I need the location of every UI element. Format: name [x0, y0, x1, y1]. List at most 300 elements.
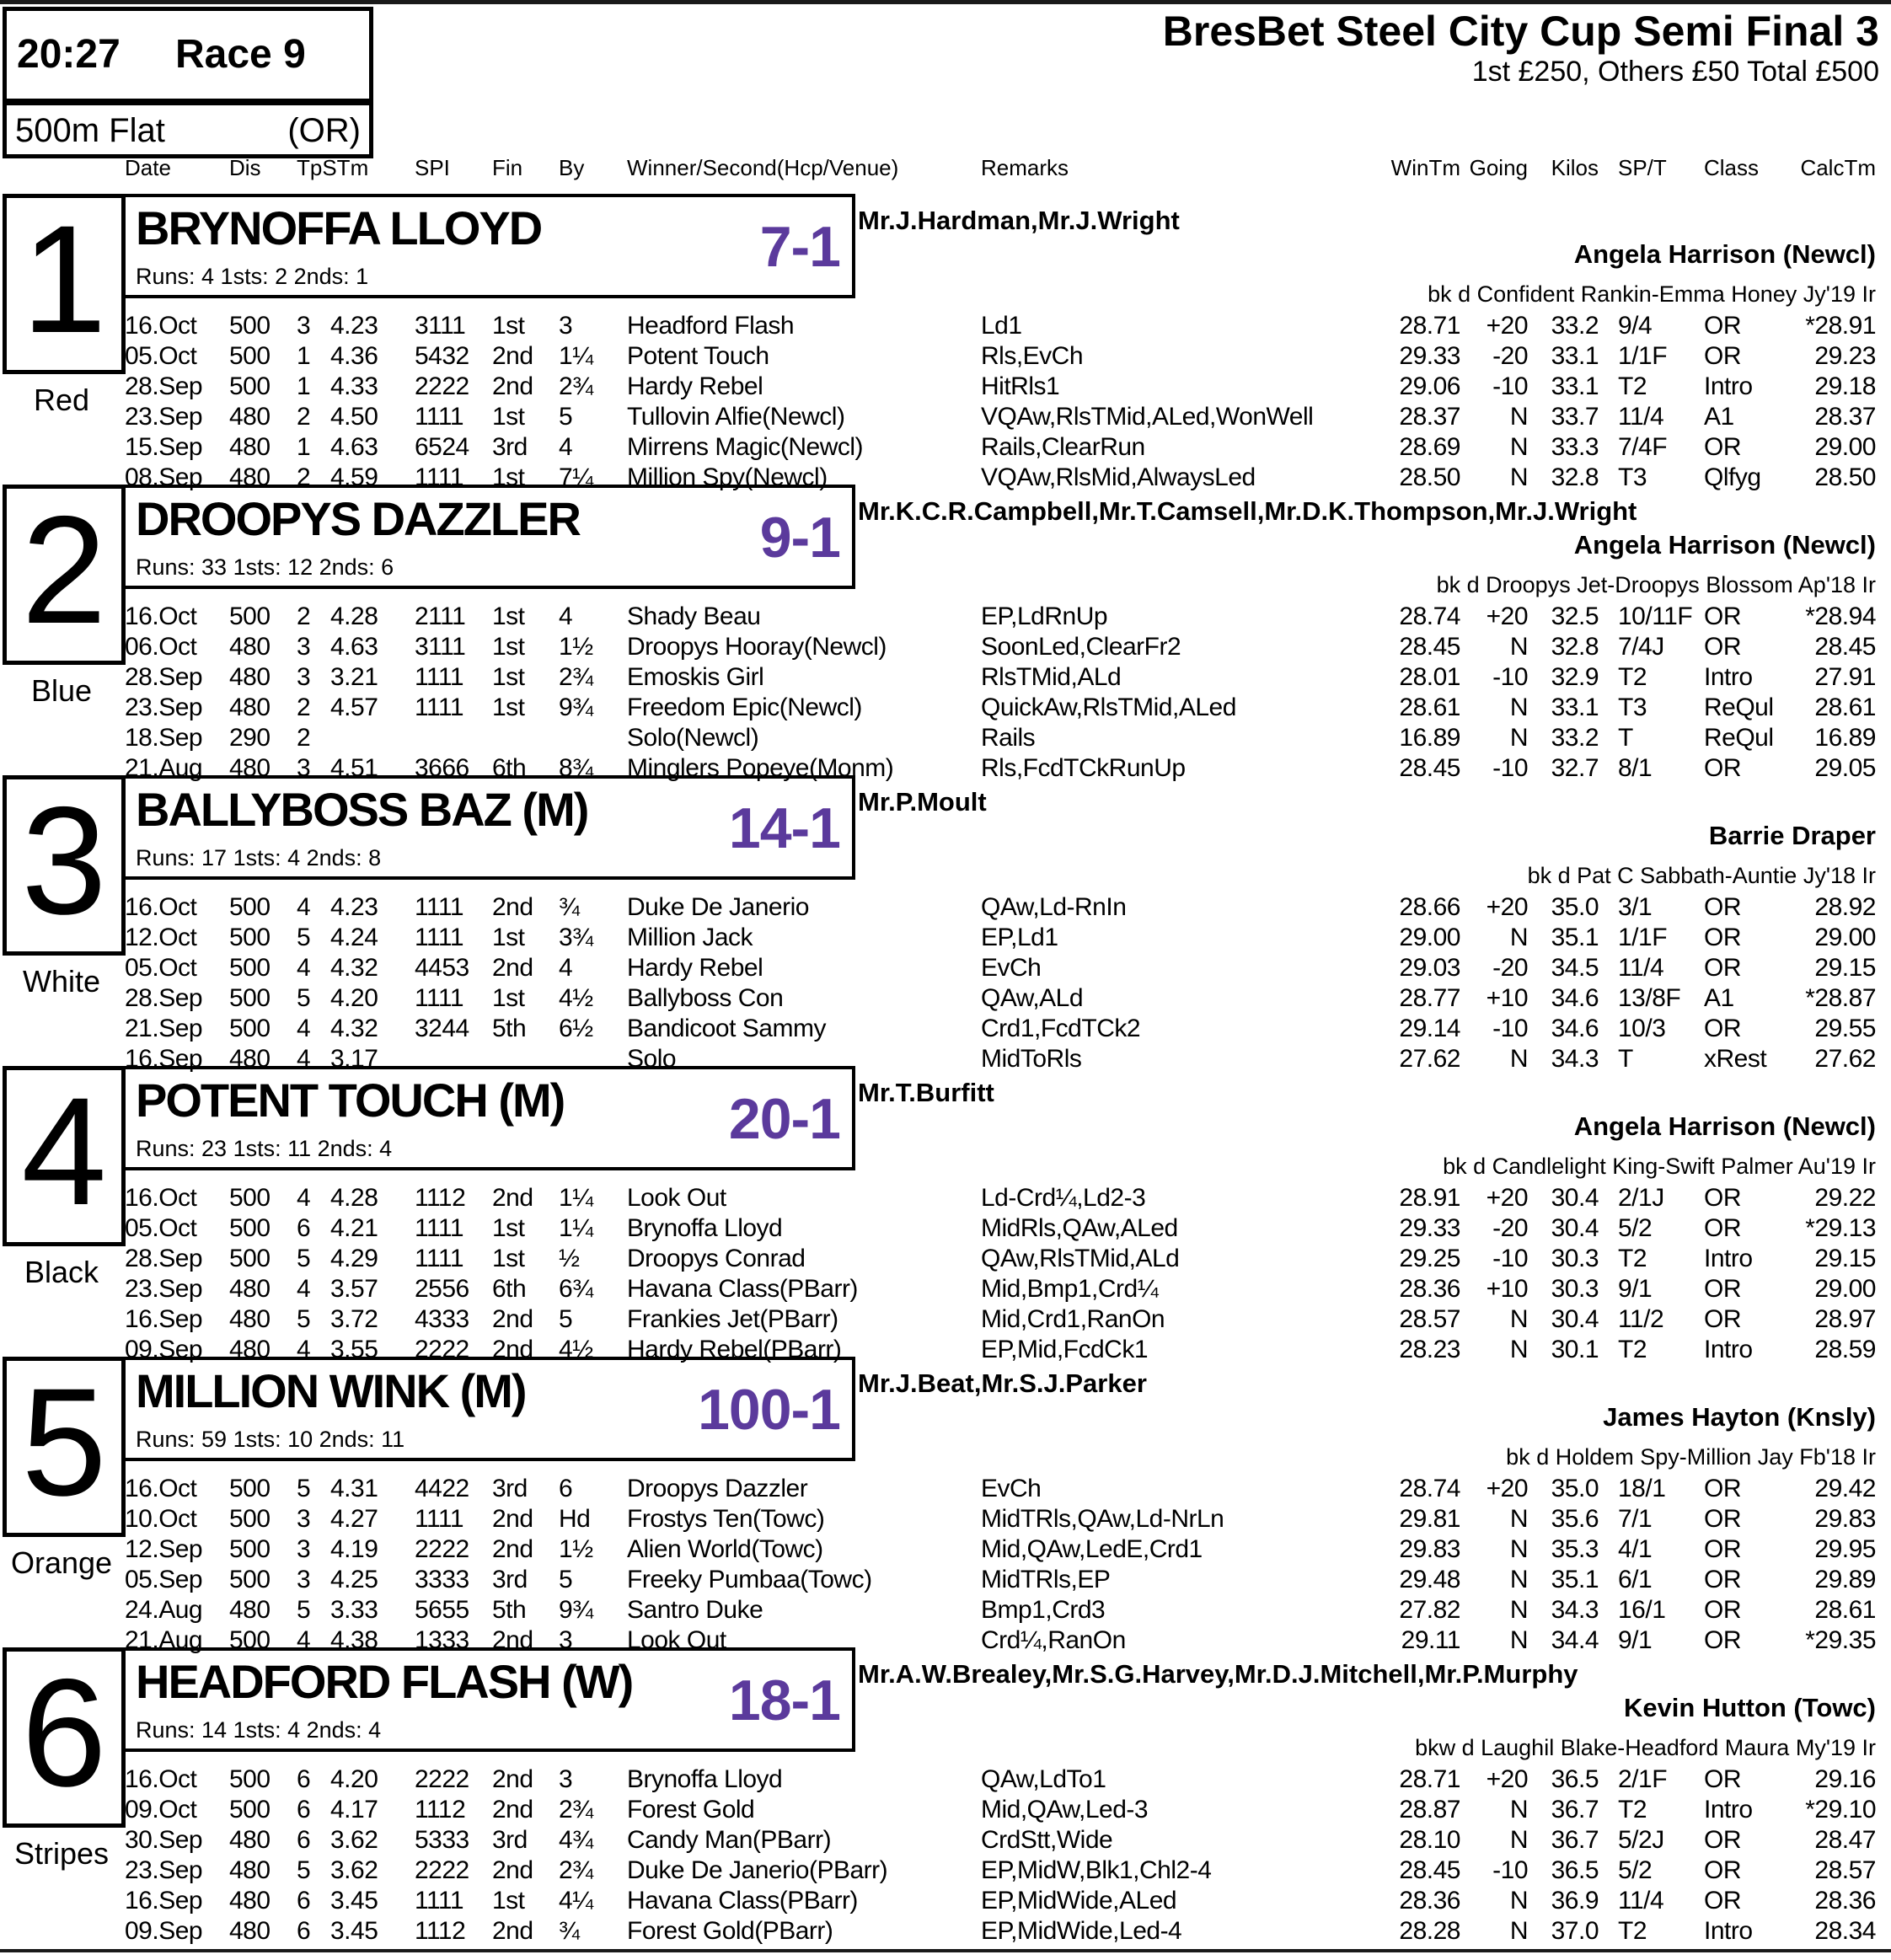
form-distance: 290	[229, 724, 271, 752]
form-wintm: 28.45	[1399, 633, 1460, 661]
form-class: ReQul	[1704, 724, 1774, 752]
form-going: -10	[1492, 1245, 1528, 1272]
form-sp: 9/4	[1618, 312, 1653, 340]
breeding-info: bkw d Laughil Blake-Headford Maura My'19 Ir	[1415, 1735, 1876, 1760]
form-kilos: 36.9	[1551, 1887, 1599, 1914]
trainer-name: James Hayton (Knsly)	[1603, 1402, 1876, 1432]
runner-name-box	[122, 1357, 855, 1461]
form-calctm: 28.92	[1814, 893, 1876, 921]
form-date: 16.Oct	[125, 1475, 197, 1502]
form-date: 16.Oct	[125, 1184, 197, 1212]
form-trap: 3	[297, 633, 311, 661]
form-kilos: 35.0	[1551, 1475, 1599, 1502]
form-sp: 11/2	[1618, 1305, 1664, 1333]
trap-color-label: Orange	[10, 1545, 113, 1580]
form-row	[0, 1917, 1891, 1947]
form-sectional: 4.27	[330, 1505, 378, 1533]
form-date: 28.Sep	[125, 372, 203, 400]
form-spi: 1111	[415, 924, 464, 951]
form-calctm: 29.55	[1814, 1015, 1876, 1042]
form-sp: T2	[1618, 1336, 1647, 1363]
form-wintm: 16.89	[1399, 724, 1460, 752]
form-date: 09.Sep	[125, 1917, 203, 1945]
form-spi: 1111	[415, 1887, 464, 1914]
form-calctm: 28.59	[1814, 1336, 1876, 1363]
form-sectional: 3.33	[330, 1596, 378, 1624]
form-distance: 480	[229, 663, 271, 691]
trainer-name: Barrie Draper	[1708, 821, 1876, 850]
form-distance: 500	[229, 1245, 271, 1272]
form-spi: 3111	[415, 312, 466, 340]
form-spi: 1111	[415, 984, 464, 1012]
form-going: +10	[1486, 1275, 1528, 1303]
form-kilos: 30.3	[1551, 1245, 1599, 1272]
form-date: 09.Oct	[125, 1796, 197, 1823]
form-kilos: 30.4	[1551, 1305, 1599, 1333]
form-finish: 1st	[492, 463, 525, 491]
form-going: -10	[1492, 754, 1528, 782]
trap-color-label: Black	[24, 1255, 99, 1289]
form-wintm: 29.83	[1399, 1535, 1460, 1563]
form-winner: Hardy Rebel	[627, 372, 763, 400]
runner-name: DROOPYS DAZZLER	[136, 492, 580, 545]
form-finish: 2nd	[492, 1917, 533, 1945]
form-trap: 2	[297, 463, 311, 491]
form-distance: 500	[229, 954, 271, 982]
form-spi: 5333	[415, 1826, 469, 1854]
form-distance: 480	[229, 1045, 271, 1073]
col-header-going: Going	[1469, 155, 1528, 180]
owner-names: Mr.P.Moult	[858, 787, 987, 817]
form-class: OR	[1704, 924, 1741, 951]
form-spi: 1111	[415, 403, 464, 431]
form-wintm: 28.74	[1399, 602, 1460, 630]
form-winner: Emoskis Girl	[627, 663, 764, 691]
form-trap: 5	[297, 1856, 311, 1884]
runs-stats: Runs: 33 1sts: 12 2nds: 6	[136, 554, 394, 580]
form-winner: Forest Gold	[627, 1796, 755, 1823]
form-trap: 2	[297, 602, 311, 630]
form-sectional: 4.20	[330, 1765, 378, 1793]
form-distance: 500	[229, 984, 271, 1012]
form-kilos: 33.1	[1551, 693, 1599, 721]
form-spi: 5655	[415, 1596, 469, 1624]
form-date: 18.Sep	[125, 724, 203, 752]
form-by: 6¾	[559, 1275, 593, 1303]
form-class: OR	[1704, 1626, 1741, 1654]
form-by: 6	[559, 1475, 573, 1502]
form-class: Intro	[1704, 1796, 1753, 1823]
race-number: Race 9	[175, 32, 306, 77]
form-date: 06.Oct	[125, 633, 197, 661]
form-sp: 11/4	[1618, 403, 1664, 431]
form-row	[0, 1796, 1891, 1826]
form-spi: 3333	[415, 1566, 469, 1593]
form-going: N	[1509, 1887, 1528, 1914]
owner-names: Mr.J.Hardman,Mr.J.Wright	[858, 206, 1180, 235]
form-sectional: 4.17	[330, 1796, 378, 1823]
form-kilos: 32.8	[1551, 463, 1599, 491]
form-calctm: 29.15	[1814, 954, 1876, 982]
form-going: +20	[1486, 1184, 1528, 1212]
runner-block	[0, 774, 1891, 1073]
form-finish: 1st	[492, 984, 525, 1012]
bottom-divider	[0, 1949, 1891, 1952]
form-distance: 480	[229, 1856, 271, 1884]
form-sp: 5/2	[1618, 1214, 1653, 1242]
form-winner: Duke De Janerio	[627, 893, 809, 921]
form-calctm: 29.00	[1814, 433, 1876, 461]
form-date: 23.Sep	[125, 693, 203, 721]
form-wintm: 28.50	[1399, 463, 1460, 491]
form-sectional: 4.57	[330, 693, 378, 721]
form-row	[0, 984, 1891, 1015]
form-sp: T2	[1618, 1917, 1647, 1945]
form-finish: 2nd	[492, 1305, 533, 1333]
form-spi: 2222	[415, 1856, 469, 1884]
form-wintm: 28.66	[1399, 893, 1460, 921]
form-row	[0, 663, 1891, 693]
col-header-wintm: WinTm	[1390, 155, 1460, 180]
form-kilos: 33.2	[1551, 312, 1599, 340]
form-sp: 10/3	[1618, 1015, 1666, 1042]
form-by: 1½	[559, 1535, 593, 1563]
form-trap: 5	[297, 1245, 311, 1272]
form-trap: 6	[297, 1214, 311, 1242]
form-finish: 1st	[492, 1214, 525, 1242]
form-finish: 1st	[492, 633, 525, 661]
form-winner: Forest Gold(PBarr)	[627, 1917, 833, 1945]
form-sp: 18/1	[1618, 1475, 1666, 1502]
form-trap: 3	[297, 754, 311, 782]
forecast-odds: 100-1	[698, 1378, 840, 1442]
form-class: OR	[1704, 1826, 1741, 1854]
form-finish: 1st	[492, 312, 525, 340]
form-trap: 5	[297, 1596, 311, 1624]
form-remarks: EvCh	[981, 954, 1042, 982]
form-class: OR	[1704, 954, 1741, 982]
form-sp: T	[1618, 724, 1633, 752]
form-finish: 1st	[492, 924, 525, 951]
form-kilos: 36.7	[1551, 1826, 1599, 1854]
form-sectional: 4.51	[330, 754, 378, 782]
form-kilos: 33.1	[1551, 372, 1599, 400]
runner-name-box	[122, 1066, 855, 1170]
runs-stats: Runs: 17 1sts: 4 2nds: 8	[136, 845, 382, 870]
form-remarks: Crd1,FcdTCk2	[981, 1015, 1141, 1042]
form-trap: 5	[297, 924, 311, 951]
form-trap: 1	[297, 342, 311, 370]
form-row	[0, 954, 1891, 984]
trap-number: 1	[21, 193, 107, 365]
trap-color-label: Blue	[30, 673, 93, 708]
form-date: 12.Sep	[125, 1535, 203, 1563]
form-class: OR	[1704, 1305, 1741, 1333]
form-trap: 6	[297, 1917, 311, 1945]
form-distance: 480	[229, 1887, 271, 1914]
form-class: OR	[1704, 602, 1741, 630]
form-spi: 1111	[415, 693, 464, 721]
form-going: N	[1509, 1505, 1528, 1533]
form-by: 4	[559, 433, 573, 461]
form-date: 16.Oct	[125, 1765, 197, 1793]
form-remarks: QAw,ALd	[981, 984, 1084, 1012]
form-trap: 6	[297, 1765, 311, 1793]
form-row	[0, 724, 1891, 754]
form-date: 21.Aug	[125, 754, 203, 782]
form-finish: 1st	[492, 663, 525, 691]
form-class: Intro	[1704, 1245, 1753, 1272]
form-calctm: 28.36	[1814, 1887, 1876, 1914]
form-date: 12.Oct	[125, 924, 197, 951]
form-row	[0, 372, 1891, 403]
form-by: 5	[559, 1305, 573, 1333]
form-sp: 7/1	[1618, 1505, 1653, 1533]
runner-name: POTENT TOUCH (M)	[136, 1074, 565, 1127]
form-calctm: 28.37	[1814, 403, 1876, 431]
runner-name-box	[122, 775, 855, 880]
form-sp: 3/1	[1618, 893, 1653, 921]
form-kilos: 36.7	[1551, 1796, 1599, 1823]
form-sp: 4/1	[1618, 1535, 1653, 1563]
form-by: ½	[559, 1245, 580, 1272]
form-sp: 2/1J	[1618, 1184, 1664, 1212]
form-calctm: *28.91	[1805, 312, 1876, 340]
form-row	[0, 633, 1891, 663]
form-trap: 4	[297, 954, 311, 982]
form-sp: 8/1	[1618, 754, 1653, 782]
form-calctm: 28.97	[1814, 1305, 1876, 1333]
form-trap: 5	[297, 1475, 311, 1502]
form-remarks: QAw,LdTo1	[981, 1765, 1106, 1793]
form-kilos: 36.5	[1551, 1856, 1599, 1884]
form-winner: Brynoffa Lloyd	[627, 1765, 783, 1793]
forecast-odds: 14-1	[728, 796, 840, 860]
form-winner: Million Spy(Newcl)	[627, 463, 828, 491]
form-going: -20	[1492, 342, 1528, 370]
form-spi: 1111	[415, 1245, 464, 1272]
col-header-date: Date	[125, 155, 171, 180]
forecast-odds: 7-1	[759, 215, 840, 279]
form-spi: 2111	[415, 602, 466, 630]
owner-names: Mr.A.W.Brealey,Mr.S.G.Harvey,Mr.D.J.Mitchell,Mr.P.Murphy	[858, 1659, 1578, 1689]
form-trap: 3	[297, 663, 311, 691]
form-row	[0, 1505, 1891, 1535]
form-row	[0, 924, 1891, 954]
form-finish: 2nd	[492, 954, 533, 982]
form-winner: Freeky Pumbaa(Towc)	[627, 1566, 872, 1593]
form-winner: Alien World(Towc)	[627, 1535, 823, 1563]
form-class: Intro	[1704, 1336, 1753, 1363]
form-finish: 2nd	[492, 1336, 533, 1363]
form-kilos: 34.4	[1551, 1626, 1599, 1654]
form-row	[0, 312, 1891, 342]
form-calctm: *29.35	[1805, 1626, 1876, 1654]
form-winner: Potent Touch	[627, 342, 769, 370]
form-calctm: 29.22	[1814, 1184, 1876, 1212]
form-sp: T3	[1618, 463, 1647, 491]
form-distance: 480	[229, 463, 271, 491]
form-sectional: 4.50	[330, 403, 378, 431]
form-calctm: 29.05	[1814, 754, 1876, 782]
form-winner: Havana Class(PBarr)	[627, 1887, 858, 1914]
form-kilos: 35.1	[1551, 1566, 1599, 1593]
form-sectional: 4.23	[330, 893, 378, 921]
form-sectional: 3.62	[330, 1826, 378, 1854]
form-class: OR	[1704, 1015, 1741, 1042]
form-remarks: Rails	[981, 724, 1036, 752]
form-calctm: *29.10	[1805, 1796, 1876, 1823]
form-trap: 1	[297, 372, 311, 400]
form-kilos: 36.5	[1551, 1765, 1599, 1793]
form-wintm: 29.00	[1399, 924, 1460, 951]
race-time-box	[3, 7, 373, 103]
form-wintm: 28.36	[1399, 1887, 1460, 1914]
form-trap: 4	[297, 1336, 311, 1363]
form-sectional: 4.23	[330, 312, 378, 340]
race-distance-box	[3, 101, 373, 158]
breeding-info: bk d Candlelight King-Swift Palmer Au'19 Ir	[1443, 1154, 1876, 1179]
form-class: OR	[1704, 1535, 1741, 1563]
form-remarks: EP,LdRnUp	[981, 602, 1108, 630]
form-spi: 4422	[415, 1475, 469, 1502]
breeding-info: bk d Confident Rankin-Emma Honey Jy'19 Ir	[1428, 281, 1876, 307]
form-spi: 2556	[415, 1275, 469, 1303]
form-going: N	[1509, 633, 1528, 661]
form-calctm: 29.15	[1814, 1245, 1876, 1272]
form-class: OR	[1704, 312, 1741, 340]
form-calctm: *28.87	[1805, 984, 1876, 1012]
form-going: N	[1509, 924, 1528, 951]
form-remarks: QAw,RlsTMid,ALd	[981, 1245, 1180, 1272]
form-winner: Million Jack	[627, 924, 753, 951]
form-going: N	[1509, 1566, 1528, 1593]
form-class: Intro	[1704, 1917, 1753, 1945]
form-date: 23.Sep	[125, 1275, 203, 1303]
form-going: -10	[1492, 1856, 1528, 1884]
form-row	[0, 602, 1891, 633]
form-row	[0, 1765, 1891, 1796]
form-sp: 16/1	[1618, 1596, 1666, 1624]
form-spi: 1111	[415, 1505, 464, 1533]
form-date: 05.Oct	[125, 954, 197, 982]
form-sp: 11/4	[1618, 954, 1664, 982]
runs-stats: Runs: 59 1sts: 10 2nds: 11	[136, 1427, 405, 1452]
form-by: 1¼	[559, 342, 593, 370]
form-kilos: 33.2	[1551, 724, 1599, 752]
form-row	[0, 1305, 1891, 1336]
form-date: 23.Sep	[125, 403, 203, 431]
form-distance: 500	[229, 1214, 271, 1242]
form-trap: 4	[297, 1184, 311, 1212]
form-row	[0, 433, 1891, 463]
form-calctm: 28.61	[1814, 693, 1876, 721]
form-trap: 4	[297, 1045, 311, 1073]
form-remarks: VQAw,RlsTMid,ALed,WonWell	[981, 403, 1314, 431]
form-sp: 13/8F	[1618, 984, 1681, 1012]
form-spi: 3666	[415, 754, 469, 782]
form-class: Intro	[1704, 663, 1753, 691]
form-by: 4½	[559, 984, 593, 1012]
form-going: N	[1509, 1917, 1528, 1945]
form-sp: T2	[1618, 663, 1647, 691]
form-remarks: MidTRls,QAw,Ld-NrLn	[981, 1505, 1224, 1533]
form-distance: 500	[229, 1765, 271, 1793]
owner-names: Mr.J.Beat,Mr.S.J.Parker	[858, 1368, 1147, 1398]
form-row	[0, 1214, 1891, 1245]
form-by: 3	[559, 1626, 573, 1654]
form-trap: 4	[297, 1015, 311, 1042]
form-sectional: 3.45	[330, 1917, 378, 1945]
form-distance: 500	[229, 372, 271, 400]
form-date: 08.Sep	[125, 463, 203, 491]
form-calctm: 27.62	[1814, 1045, 1876, 1073]
form-distance: 500	[229, 1566, 271, 1593]
form-class: OR	[1704, 1596, 1741, 1624]
col-header-kilos: Kilos	[1551, 155, 1599, 180]
form-spi: 1112	[415, 1917, 466, 1945]
trap-number: 2	[21, 484, 107, 656]
form-winner: Look Out	[627, 1184, 726, 1212]
form-by: 5	[559, 403, 573, 431]
form-going: N	[1509, 1626, 1528, 1654]
form-trap: 2	[297, 724, 311, 752]
form-wintm: 28.87	[1399, 1796, 1460, 1823]
form-class: OR	[1704, 754, 1741, 782]
form-sectional: 4.36	[330, 342, 378, 370]
form-winner: Bandicoot Sammy	[627, 1015, 826, 1042]
form-kilos: 30.3	[1551, 1275, 1599, 1303]
form-kilos: 32.5	[1551, 602, 1599, 630]
form-spi: 1111	[415, 663, 464, 691]
form-spi: 4333	[415, 1305, 469, 1333]
form-calctm: 28.47	[1814, 1826, 1876, 1854]
form-date: 16.Oct	[125, 602, 197, 630]
forecast-odds: 20-1	[728, 1087, 840, 1151]
form-spi: 1333	[415, 1626, 469, 1654]
form-wintm: 29.03	[1399, 954, 1460, 982]
form-by: 1½	[559, 633, 593, 661]
form-remarks: HitRls1	[981, 372, 1060, 400]
form-by: 2¾	[559, 1796, 593, 1823]
form-going: N	[1509, 1826, 1528, 1854]
col-header-winner: Winner/Second(Hcp/Venue)	[627, 155, 899, 180]
runner-block	[0, 484, 1891, 782]
form-by: 4	[559, 954, 573, 982]
form-sectional: 4.20	[330, 984, 378, 1012]
form-remarks: EP,Ld1	[981, 924, 1058, 951]
form-row	[0, 1184, 1891, 1214]
form-kilos: 32.7	[1551, 754, 1599, 782]
form-by: 8¾	[559, 754, 593, 782]
runner-block	[0, 1647, 1891, 1945]
form-going: N	[1509, 463, 1528, 491]
trainer-name: Kevin Hutton (Towc)	[1623, 1693, 1876, 1722]
form-winner: Hardy Rebel(PBarr)	[627, 1336, 842, 1363]
form-going: +10	[1486, 984, 1528, 1012]
form-remarks: Bmp1,Crd3	[981, 1596, 1106, 1624]
form-wintm: 29.33	[1399, 1214, 1460, 1242]
form-going: N	[1509, 1596, 1528, 1624]
trap-number: 3	[21, 774, 107, 946]
form-kilos: 37.0	[1551, 1917, 1599, 1945]
form-by: 2¾	[559, 663, 593, 691]
form-sectional: 4.59	[330, 463, 378, 491]
form-going: -20	[1492, 954, 1528, 982]
form-by: 6½	[559, 1015, 593, 1042]
form-class: OR	[1704, 1887, 1741, 1914]
form-row	[0, 1475, 1891, 1505]
